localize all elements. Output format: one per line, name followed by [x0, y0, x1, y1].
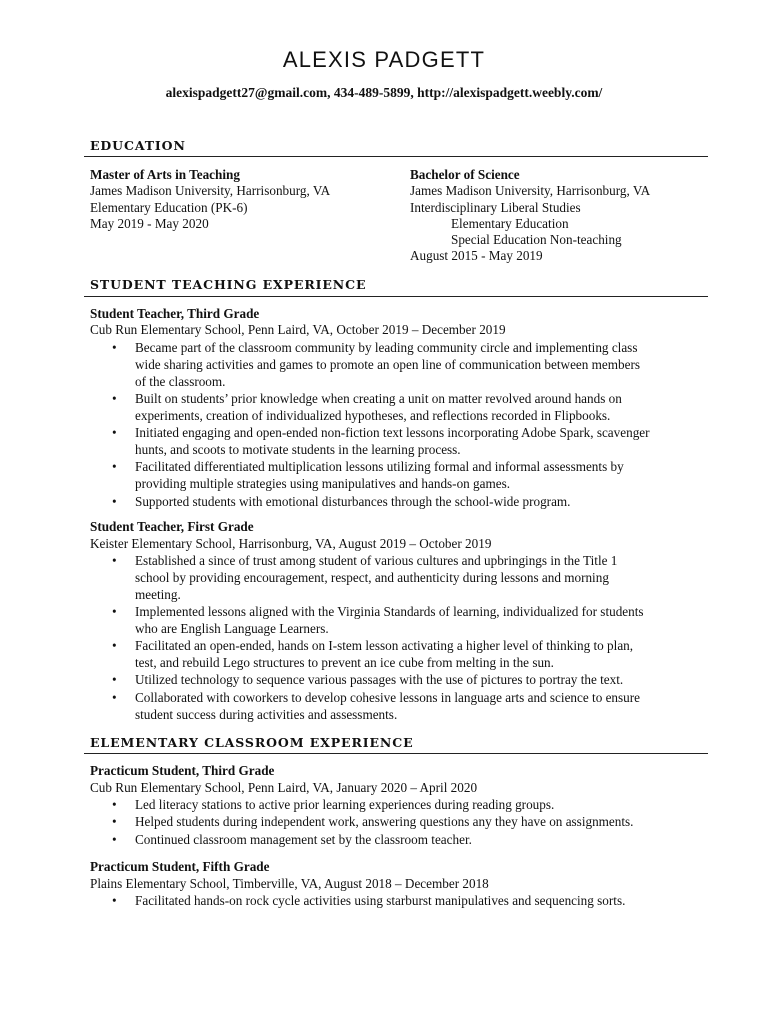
bullet-item — [90, 814, 690, 831]
bullet-icon: • — [112, 689, 117, 705]
bullet-text-line: Supported students with emotional disturbances through the school-wide program. — [135, 493, 571, 509]
job-place: Cub Run Elementary School, Penn Laird, VA, October 2019 – December 2019 — [90, 322, 506, 337]
bullet-text-line: Helped students during independent work, answering questions any they have on assignments. — [135, 814, 634, 830]
bullet-text-line: Collaborated with coworkers to develop cohesive lessons in language arts and science to ensure — [135, 689, 641, 705]
bullet-item — [90, 425, 690, 459]
job-title: Practicum Student, Fifth Grade — [90, 859, 270, 874]
job-bullets — [90, 553, 690, 724]
bullet-icon: • — [112, 814, 117, 830]
bullet-item — [90, 893, 690, 910]
bullet-text-line: of the classroom. — [135, 373, 226, 389]
job-place: Keister Elementary School, Harrisonburg, VA, August 2019 – October 2019 — [90, 536, 492, 551]
bullet-text-line: test, and rebuild Lego structures to prevent an ice cube from melting in the sun. — [135, 654, 554, 670]
bullet-icon: • — [112, 831, 117, 847]
bullet-icon: • — [112, 425, 117, 441]
bullet-item — [90, 797, 690, 814]
bullet-icon: • — [112, 797, 117, 812]
contact-line: alexispadgett27@gmail.com, 434-489-5899, http://alexispadgett.weebly.com/ — [165, 85, 603, 100]
bullet-text-line: wide sharing activities and games to promote an open line of communication between members — [135, 356, 641, 372]
section-heading-student-teaching: STUDENT TEACHING EXPERIENCE — [90, 277, 367, 292]
edu-degree-bachelors: Bachelor of Science — [410, 167, 520, 182]
edu-dates-bachelors: August 2015 - May 2019 — [410, 248, 543, 263]
bullet-item — [90, 459, 690, 493]
bullet-text-line: Facilitated differentiated multiplication lessons utilizing formal and informal assessments by — [135, 459, 624, 475]
bullet-text-line: providing multiple strategies using manipulatives and hands-on games. — [135, 476, 511, 492]
edu-dates-masters: May 2019 - May 2020 — [90, 216, 209, 231]
edu-field-bachelors: Interdisciplinary Liberal Studies — [410, 200, 581, 215]
edu-concentration-2: Special Education Non-teaching — [451, 232, 622, 247]
edu-degree-masters: Master of Arts in Teaching — [90, 167, 240, 182]
applicant-name: ALEXIS PADGETT — [282, 47, 486, 72]
bullet-text-line: Became part of the classroom community by leading community circle and implementing class — [135, 340, 638, 355]
section-divider — [84, 753, 708, 754]
bullet-item — [90, 604, 690, 638]
edu-school-bachelors: James Madison University, Harrisonburg, VA — [410, 183, 651, 198]
bullet-text-line: hunts, and scoots to motivate students in the learning process. — [135, 441, 461, 457]
bullet-text-line: who are English Language Learners. — [135, 620, 329, 636]
bullet-icon: • — [112, 893, 117, 908]
edu-field-masters: Elementary Education (PK-6) — [90, 200, 248, 215]
edu-school-masters: James Madison University, Harrisonburg, VA — [90, 183, 331, 198]
bullet-text-line: Continued classroom management set by the classroom teacher. — [135, 831, 472, 847]
bullet-text-line: school by providing encouragement, respect, and authenticity during lessons and morning — [135, 569, 609, 585]
bullet-text-line: Initiated engaging and open-ended non-fiction text lessons incorporating Adobe Spark, scavenger — [135, 425, 650, 441]
bullet-text-line: Built on students’ prior knowledge when creating a unit on matter revolved around hands on — [135, 390, 622, 406]
bullet-text-line: student success during activities and assessments. — [135, 706, 398, 722]
bullet-item — [90, 672, 690, 689]
bullet-text-line: Established a since of trust among student of various cultures and upbringings in the Title 1 — [135, 553, 618, 568]
bullet-item — [90, 832, 690, 849]
job-bullets — [90, 893, 690, 910]
job-title: Student Teacher, Third Grade — [90, 306, 260, 321]
bullet-text-line: Implemented lessons aligned with the Virginia Standards of learning, individualized for students — [135, 603, 644, 619]
bullet-text-line: meeting. — [135, 586, 181, 602]
edu-concentration-1: Elementary Education — [451, 216, 569, 231]
bullet-icon: • — [112, 672, 117, 688]
bullet-item — [90, 391, 690, 425]
bullet-text-line: Facilitated hands-on rock cycle activities using starburst manipulatives and sequencing sorts. — [135, 893, 626, 908]
section-heading-classroom: ELEMENTARY CLASSROOM EXPERIENCE — [90, 735, 414, 750]
bullet-icon: • — [112, 553, 117, 568]
bullet-item — [90, 638, 690, 672]
section-heading-education: EDUCATION — [90, 138, 186, 153]
bullet-item — [90, 553, 690, 603]
bullet-icon: • — [112, 459, 117, 475]
bullet-icon: • — [112, 390, 117, 406]
section-divider — [84, 296, 708, 297]
bullet-icon: • — [112, 493, 117, 509]
bullet-item — [90, 494, 690, 511]
bullet-item — [90, 690, 690, 724]
bullet-icon: • — [112, 638, 117, 654]
job-place: Plains Elementary School, Timberville, VA, August 2018 – December 2018 — [90, 876, 489, 891]
job-place: Cub Run Elementary School, Penn Laird, VA, January 2020 – April 2020 — [90, 780, 478, 795]
job-bullets — [90, 340, 690, 511]
bullet-text-line: Facilitated an open-ended, hands on I-stem lesson activating a higher level of thinking to plan, — [135, 638, 634, 654]
section-divider — [84, 156, 708, 157]
bullet-text-line: experiments, creation of individualized hypotheses, and reflections recorded in Flipbooks. — [135, 407, 611, 423]
bullet-text-line: Led literacy stations to active prior learning experiences during reading groups. — [135, 797, 555, 812]
bullet-icon: • — [112, 340, 117, 355]
bullet-item — [90, 340, 690, 390]
job-bullets — [90, 797, 690, 849]
bullet-text-line: Utilized technology to sequence various passages with the use of pictures to portray the text. — [135, 672, 624, 688]
job-title: Practicum Student, Third Grade — [90, 763, 275, 778]
job-title: Student Teacher, First Grade — [90, 519, 254, 534]
bullet-icon: • — [112, 603, 117, 619]
